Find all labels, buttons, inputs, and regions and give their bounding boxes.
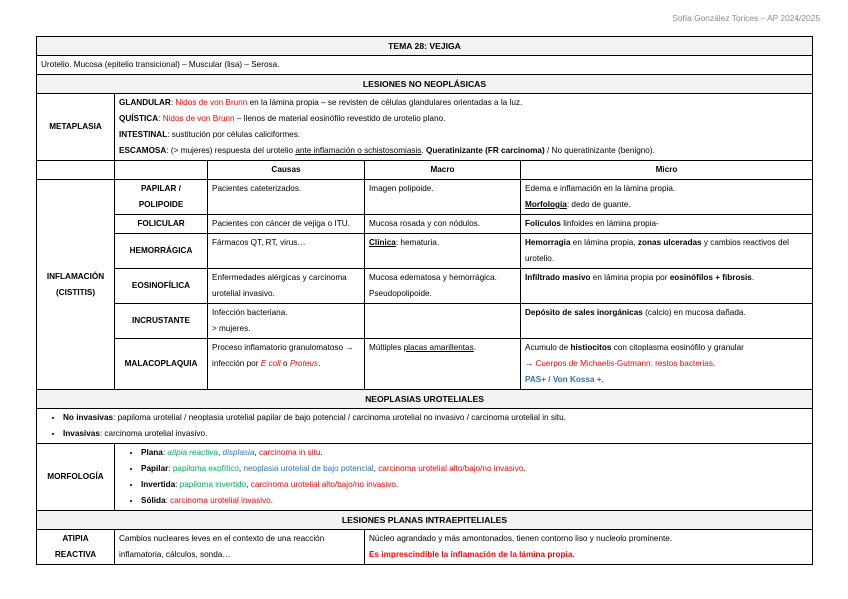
papilar-micro: Edema e inflamación en la lámina propia. Morfología: dedo de guante.: [521, 180, 813, 215]
row-label-papilar: PAPILAR / POLIPOIDE: [115, 180, 208, 215]
neoplasias-no-invasivas: • No invasivas: papiloma urotelial / neoplasia urotelial papilar de bajo potencial / carcinoma urotelial no invasivo / carcinoma urotelial in situ.: [63, 410, 808, 426]
col-header-macro: Macro: [365, 161, 521, 180]
metaplasia-label: METAPLASIA: [37, 94, 115, 161]
eosinofilica-micro: Infiltrado masivo en lámina propia por eosinófilos + fibrosis.: [521, 269, 813, 304]
metaplasia-quistica: QUÍSTICA: Nidos de von Brunn – llenos de material eosinófilo revestido de urotelio plano.: [119, 114, 446, 123]
neoplasias-list: [37, 409, 813, 444]
papilar-causas: Pacientes cateterizados.: [208, 180, 365, 215]
layers-row: Urotelio. Mucosa (epitelio transicional) – Muscular (lisa) – Serosa.: [37, 56, 813, 75]
author-header: Sofía González Torices – AP 2024/2025: [672, 13, 820, 23]
section-heading-planas: LESIONES PLANAS INTRAEPITELIALES: [37, 511, 813, 530]
atipia-reactiva-label: ATIPIA REACTIVA: [37, 530, 115, 565]
papilar-macro: Imagen polipoide.: [365, 180, 521, 215]
metaplasia-glandular: GLANDULAR: Nidos de von Brunn en la lámina propia – se revisten de células glandulares orientadas a la luz.: [119, 98, 523, 107]
folicular-causas: Pacientes con cáncer de vejiga o ITU.: [208, 215, 365, 234]
row-label-malacoplaquia: MALACOPLAQUIA: [115, 339, 208, 390]
atipia-reactiva-features: Núcleo agrandado y más amontonados, tienen contorno liso y nucleolo prominente. Es imprescindible la inflamación de la lámina propia.: [365, 530, 813, 565]
metaplasia-escamosa: ESCAMOSA: (> mujeres) respuesta del urotelio ante inflamación o schistosomiasis. Queratinizante (FR carcinoma) / No queratinizante (benigno).: [119, 146, 655, 155]
malacoplaquia-macro: Múltiples placas amarillentas.: [365, 339, 521, 390]
summary-table: [36, 36, 813, 565]
morf-papilar: • Papilar: papiloma exofítico, neoplasia urotelial de bajo potencial, carcinoma urotelial alto/bajo/no invasivo.: [141, 461, 808, 477]
morf-invertida: • Invertida: papiloma invertido, carcinoma urotelial alto/bajo/no invasivo.: [141, 477, 808, 493]
neoplasias-invasivas: • Invasivas: carcinoma urotelial invasivo.: [63, 426, 808, 442]
hemorragica-macro: Clínica: hematuria.: [365, 234, 521, 269]
row-label-hemorragica: HEMORRÁGICA: [115, 234, 208, 269]
morf-solida: • Sólida: carcinoma urotelial invasivo.: [141, 493, 808, 509]
hemorragica-causas: Fármacos QT, RT, virus…: [208, 234, 365, 269]
hemorragica-micro: Hemorragia en lámina propia, zonas ulceradas y cambios reactivos del urotelio.: [521, 234, 813, 269]
folicular-macro: Mucosa rosada y con nódulos.: [365, 215, 521, 234]
col-header-causas: Causas: [208, 161, 365, 180]
malacoplaquia-causas: Proceso inflamatorio granulomatoso → infección por E coli o Proteus.: [208, 339, 365, 390]
col-header-micro: Micro: [521, 161, 813, 180]
metaplasia-intestinal: INTESTINAL: sustitución por células caliciformes.: [119, 130, 301, 139]
page-title: TEMA 28: VEJIGA: [37, 37, 813, 56]
folicular-micro: Folículos linfoides en lámina propia-: [521, 215, 813, 234]
row-label-eosinofilica: EOSINOFÍLICA: [115, 269, 208, 304]
row-label-folicular: FOLICULAR: [115, 215, 208, 234]
section-heading-no-neoplasicas: LESIONES NO NEOPLÁSICAS: [37, 75, 813, 94]
malacoplaquia-micro: Acumulo de histiocitos con citoplasma eosinófilo y granular → Cuerpos de Michaelis-Gutmann: restos bacterias. PAS+ / Von Kossa +.: [521, 339, 813, 390]
section-heading-neoplasias: NEOPLASIAS UROTELIALES: [37, 390, 813, 409]
incrustante-causas: Infección bacteriana. > mujeres.: [208, 304, 365, 339]
inflamacion-label: INFLAMACIÓN (CISTITIS): [37, 180, 115, 390]
incrustante-micro: Depósito de sales inorgánicas (calcio) en mucosa dañada.: [521, 304, 813, 339]
morf-plana: • Plana: atipia reactiva, displasia, carcinoma in situ.: [141, 445, 808, 461]
metaplasia-content: [115, 94, 813, 161]
atipia-reactiva-context: Cambios nucleares leves en el contexto de una reacción inflamatoria, cálculos, sonda…: [115, 530, 365, 565]
eosinofilica-macro: Mucosa edematosa y hemorrágica. Pseudopolipoide.: [365, 269, 521, 304]
eosinofilica-causas: Enfermedades alérgicas y carcinoma urotelial invasivo.: [208, 269, 365, 304]
morfologia-label: MORFOLOGÍA: [37, 444, 115, 511]
morfologia-content: [115, 444, 813, 511]
row-label-incrustante: INCRUSTANTE: [115, 304, 208, 339]
